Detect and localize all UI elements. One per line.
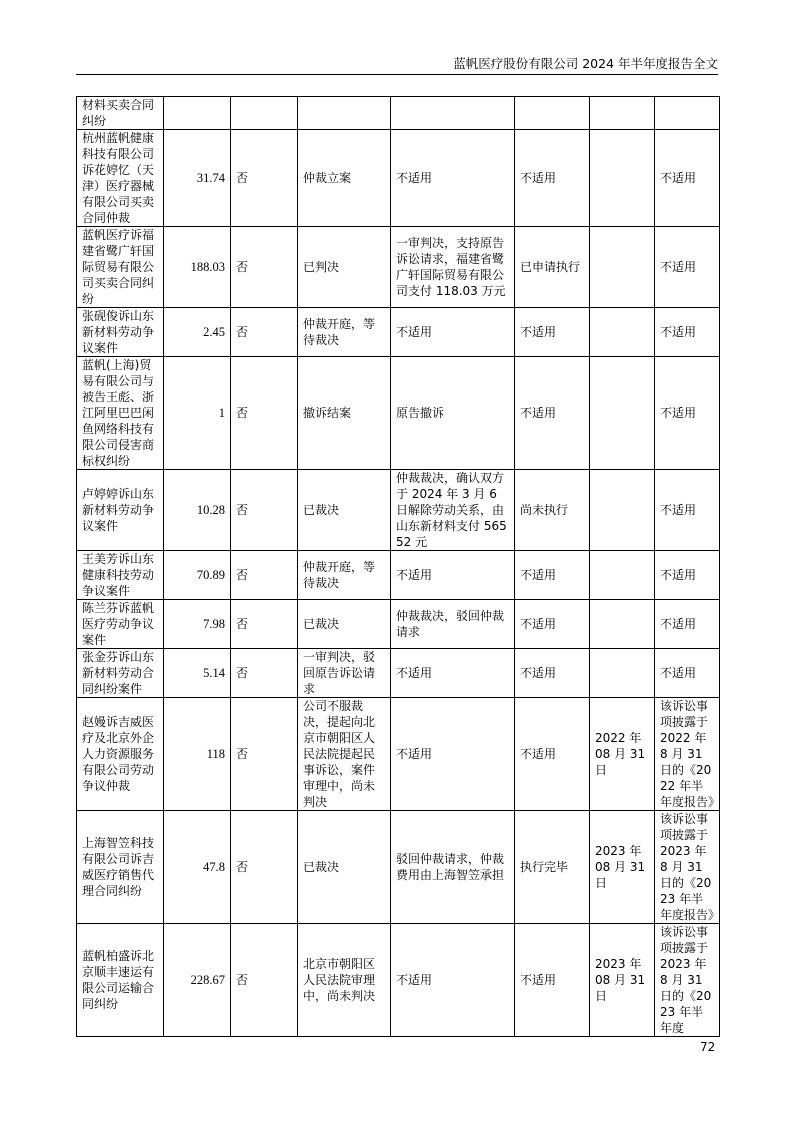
table-row (77, 97, 720, 130)
progress-cell: 已裁决 (298, 811, 391, 924)
disclosure-index-cell: 不适用 (655, 130, 720, 227)
case-name-cell: 张金芬诉山东新材料劳动合同纠纷案件 (77, 649, 164, 698)
execution-cell: 不适用 (515, 357, 590, 470)
liability-cell (231, 97, 298, 130)
disclosure-index-cell: 不适用 (655, 600, 720, 649)
progress-cell: 北京市朝阳区人民法院审理中，尚未判决 (298, 924, 391, 1037)
litigation-table (76, 96, 720, 1037)
amount-cell (164, 97, 231, 130)
execution-cell: 不适用 (515, 551, 590, 600)
amount-cell: 118 (164, 698, 231, 811)
progress-cell: 仲裁开庭，等待裁决 (298, 551, 391, 600)
execution-cell: 不适用 (515, 649, 590, 698)
disclosure-date-cell (590, 130, 655, 227)
case-name-cell: 上海智笠科技有限公司诉吉威医疗销售代理合同纠纷 (77, 811, 164, 924)
progress-cell: 已判决 (298, 227, 391, 308)
table-row (77, 130, 720, 227)
execution-cell: 执行完毕 (515, 811, 590, 924)
table-row (77, 357, 720, 470)
liability-cell: 否 (231, 698, 298, 811)
case-name-cell: 王美芳诉山东健康科技劳动争议案件 (77, 551, 164, 600)
amount-cell: 70.89 (164, 551, 231, 600)
result-cell: 驳回仲裁请求，仲裁费用由上海智笠承担 (391, 811, 515, 924)
disclosure-date-cell (590, 97, 655, 130)
liability-cell: 否 (231, 470, 298, 551)
result-cell: 一审判决，支持原告诉讼请求，福建省鹭广轩国际贸易有限公司支付 118.03 万元 (391, 227, 515, 308)
execution-cell (515, 97, 590, 130)
liability-cell: 否 (231, 600, 298, 649)
table-row (77, 227, 720, 308)
disclosure-index-cell: 不适用 (655, 649, 720, 698)
execution-cell: 不适用 (515, 924, 590, 1037)
amount-cell: 10.28 (164, 470, 231, 551)
disclosure-date-cell (590, 227, 655, 308)
result-cell: 仲裁裁决，驳回仲裁请求 (391, 600, 515, 649)
table-row (77, 470, 720, 551)
liability-cell: 否 (231, 227, 298, 308)
result-cell: 不适用 (391, 551, 515, 600)
table-body (77, 97, 720, 1037)
disclosure-date-cell: 2023 年 08 月 31 日 (590, 811, 655, 924)
table-row (77, 600, 720, 649)
disclosure-index-cell: 该诉讼事项披露于 2023 年 8 月 31 日的《2023 年半年度报告》 (655, 811, 720, 924)
result-cell (391, 97, 515, 130)
disclosure-date-cell (590, 308, 655, 357)
progress-cell: 已裁决 (298, 600, 391, 649)
progress-cell: 仲裁立案 (298, 130, 391, 227)
table-row (77, 551, 720, 600)
progress-cell: 一审判决，驳回原告诉讼请求 (298, 649, 391, 698)
progress-cell (298, 97, 391, 130)
case-name-cell: 陈兰芬诉蓝帆医疗劳动争议案件 (77, 600, 164, 649)
disclosure-date-cell (590, 600, 655, 649)
execution-cell: 已申请执行 (515, 227, 590, 308)
disclosure-date-cell (590, 649, 655, 698)
progress-cell: 已裁决 (298, 470, 391, 551)
liability-cell: 否 (231, 811, 298, 924)
result-cell: 原告撤诉 (391, 357, 515, 470)
disclosure-index-cell: 该诉讼事项披露于 2023 年 8 月 31 日的《2023 年半年度 (655, 924, 720, 1037)
disclosure-index-cell: 不适用 (655, 227, 720, 308)
result-cell: 不适用 (391, 308, 515, 357)
amount-cell: 228.67 (164, 924, 231, 1037)
liability-cell: 否 (231, 308, 298, 357)
result-cell: 不适用 (391, 924, 515, 1037)
disclosure-index-cell (655, 97, 720, 130)
disclosure-index-cell: 不适用 (655, 470, 720, 551)
execution-cell: 不适用 (515, 308, 590, 357)
case-name-cell: 材料买卖合同纠纷 (77, 97, 164, 130)
disclosure-index-cell: 不适用 (655, 308, 720, 357)
amount-cell: 31.74 (164, 130, 231, 227)
liability-cell: 否 (231, 551, 298, 600)
case-name-cell: 张砚俊诉山东新材料劳动争议案件 (77, 308, 164, 357)
result-cell: 仲裁裁决，确认双方于 2024 年 3 月 6 日解除劳动关系，由山东新材料支付 56552 元 (391, 470, 515, 551)
page-number: 72 (700, 1040, 716, 1054)
execution-cell: 不适用 (515, 698, 590, 811)
result-cell: 不适用 (391, 698, 515, 811)
case-name-cell: 蓝帆医疗诉福建省鹭广轩国际贸易有限公司买卖合同纠纷 (77, 227, 164, 308)
table-row (77, 649, 720, 698)
disclosure-date-cell (590, 551, 655, 600)
disclosure-index-cell: 不适用 (655, 551, 720, 600)
case-name-cell: 蓝帆(上海)贸易有限公司与被告王彪、浙江阿里巴巴闲鱼网络科技有限公司侵害商标权纠纷 (77, 357, 164, 470)
page-header (76, 56, 718, 75)
execution-cell: 不适用 (515, 600, 590, 649)
result-cell: 不适用 (391, 130, 515, 227)
liability-cell: 否 (231, 130, 298, 227)
case-name-cell: 赵嫚诉吉威医疗及北京外企人力资源服务有限公司劳动争议仲裁 (77, 698, 164, 811)
liability-cell: 否 (231, 924, 298, 1037)
amount-cell: 188.03 (164, 227, 231, 308)
disclosure-index-cell: 不适用 (655, 357, 720, 470)
result-cell: 不适用 (391, 649, 515, 698)
case-name-cell: 杭州蓝帆健康科技有限公司诉花婷忆（天津）医疗器械有限公司买卖合同仲裁 (77, 130, 164, 227)
liability-cell: 否 (231, 649, 298, 698)
disclosure-date-cell (590, 357, 655, 470)
progress-cell: 仲裁开庭，等待裁决 (298, 308, 391, 357)
header-title: 蓝帆医疗股份有限公司 2024 年半年度报告全文 (453, 56, 718, 71)
amount-cell: 1 (164, 357, 231, 470)
amount-cell: 7.98 (164, 600, 231, 649)
case-name-cell: 卢婷婷诉山东新材料劳动争议案件 (77, 470, 164, 551)
case-name-cell: 蓝帆柏盛诉北京顺丰速运有限公司运输合同纠纷 (77, 924, 164, 1037)
amount-cell: 5.14 (164, 649, 231, 698)
progress-cell: 公司不服裁决，提起向北京市朝阳区人民法院提起民事诉讼，案件审理中，尚未判决 (298, 698, 391, 811)
progress-cell: 撤诉结案 (298, 357, 391, 470)
disclosure-index-cell: 该诉讼事项披露于 2022 年 8 月 31 日的《2022 年半年度报告》 (655, 698, 720, 811)
disclosure-date-cell (590, 470, 655, 551)
disclosure-date-cell: 2022 年 08 月 31 日 (590, 698, 655, 811)
liability-cell: 否 (231, 357, 298, 470)
execution-cell: 尚未执行 (515, 470, 590, 551)
amount-cell: 47.8 (164, 811, 231, 924)
table-row (77, 308, 720, 357)
table-row (77, 698, 720, 811)
table-row (77, 811, 720, 924)
table-row (77, 924, 720, 1037)
execution-cell: 不适用 (515, 130, 590, 227)
amount-cell: 2.45 (164, 308, 231, 357)
disclosure-date-cell: 2023 年 08 月 31 日 (590, 924, 655, 1037)
